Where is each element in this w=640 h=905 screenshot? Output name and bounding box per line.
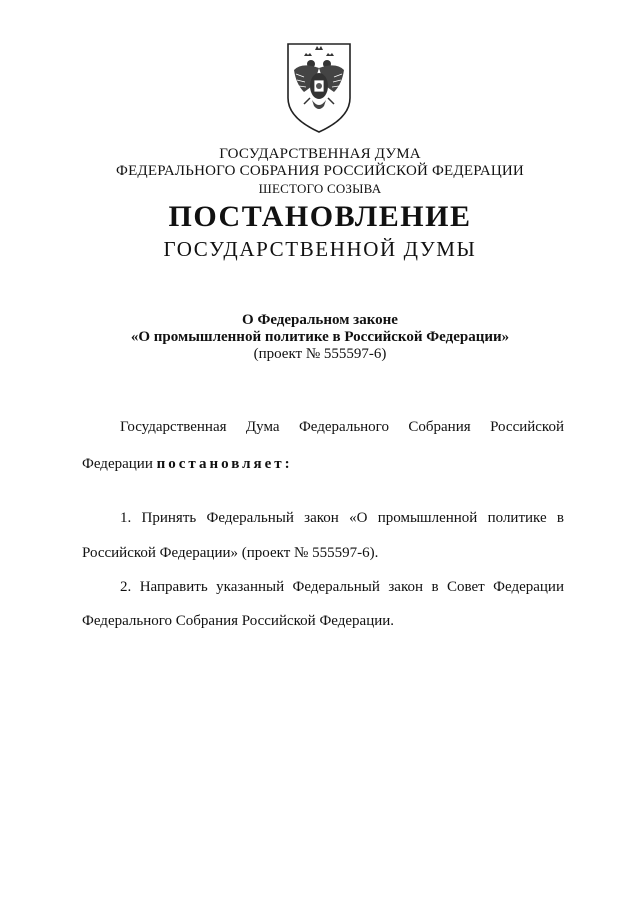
document-subtitle: ГОСУДАРСТВЕННОЙ ДУМЫ: [163, 237, 477, 261]
item-1-line-1: 1. Принять Федеральный закон «О промышленной политике в: [120, 510, 564, 526]
resolution-verb: постановляет:: [156, 456, 293, 472]
header-line-assembly: ФЕДЕРАЛЬНОГО СОБРАНИЯ РОССИЙСКОЙ ФЕДЕРАЦИИ: [116, 163, 524, 179]
preamble-text: Федерации: [82, 456, 157, 472]
coat-of-arms-icon: [284, 40, 354, 135]
document-title: ПОСТАНОВЛЕНИЕ: [168, 200, 472, 233]
preamble-line-1: Государственная Дума Федерального Собрания Российской: [120, 419, 564, 435]
subject-line-2: «О промышленной политике в Российской Федерации»: [130, 329, 510, 345]
header-line-duma: ГОСУДАРСТВЕННАЯ ДУМА: [219, 146, 421, 162]
preamble-line-2: [82, 455, 564, 473]
header-line-convocation: ШЕСТОГО СОЗЫВА: [258, 181, 382, 196]
subject-draft-number: (проект № 555597-6): [253, 346, 387, 362]
item-2-line-1: 2. Направить указанный Федеральный закон в Совет Федерации: [120, 579, 564, 595]
item-1-line-2: Российской Федерации» (проект № 555597-6).: [82, 545, 379, 561]
item-2-line-2: Федерального Собрания Российской Федерации.: [82, 613, 395, 629]
subject-line-1: О Федеральном законе: [242, 312, 398, 328]
